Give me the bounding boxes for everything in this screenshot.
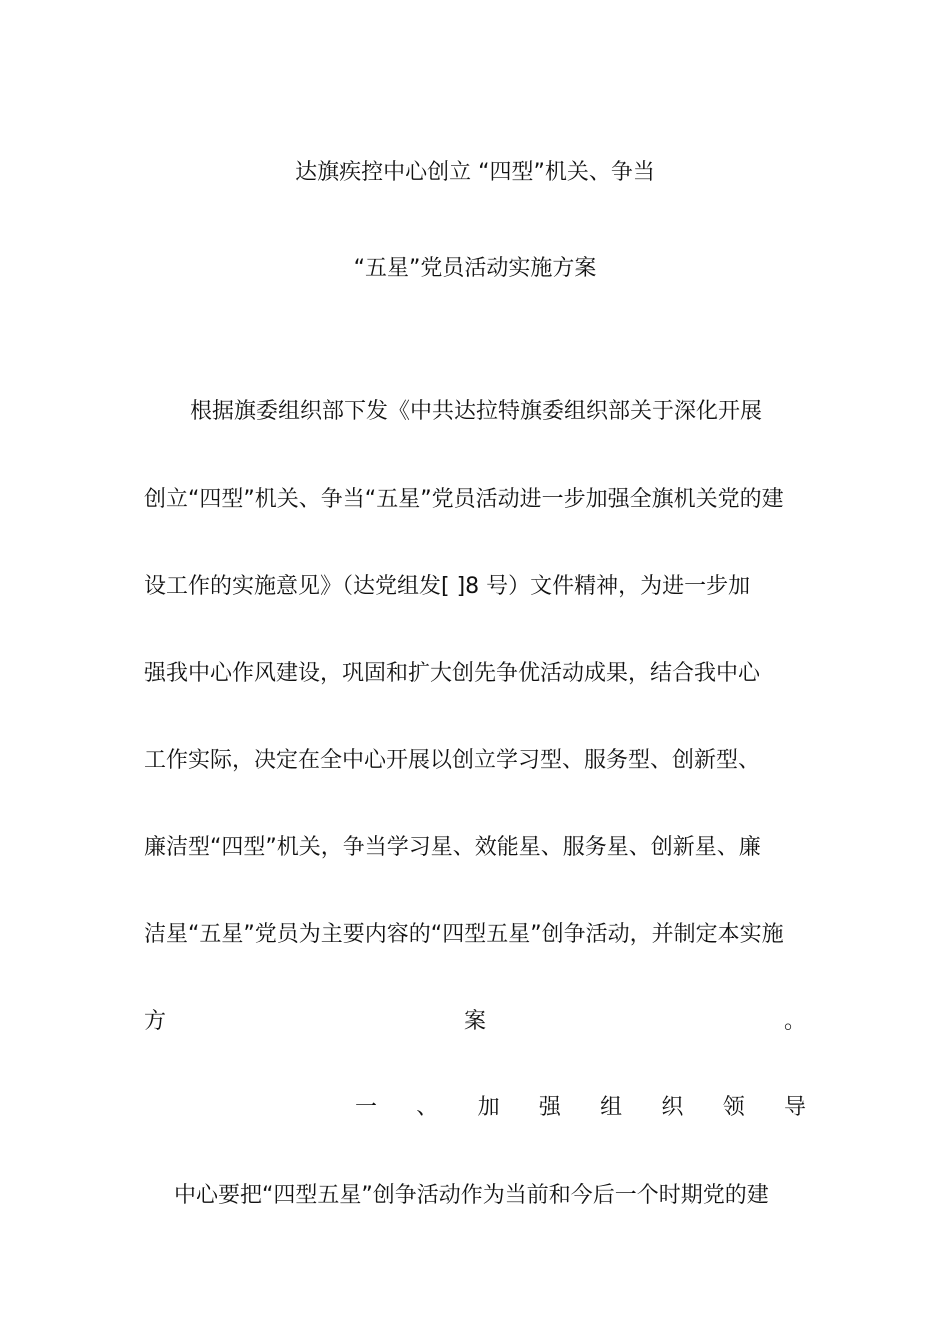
section-heading-char: 加 bbox=[477, 1095, 500, 1120]
paragraph-line: 根据旗委组织部下发《中共达拉特旗委组织部关于深化开展 bbox=[190, 399, 763, 424]
paragraph-line: 创立“四型”机关、争当“五星”党员活动进一步加强全旗机关党的建 bbox=[144, 487, 784, 512]
section-heading-1 bbox=[355, 1088, 806, 1128]
paragraph-line: 洁星“五星”党员为主要内容的“四型五星”创争活动，并制定本实施 bbox=[144, 922, 784, 947]
paragraph-line: 设工作的实施意见》（达党组发[ ]8 号）文件精神，为进一步加 bbox=[144, 574, 751, 599]
section-heading-char: 织 bbox=[661, 1095, 684, 1120]
section-heading-char: 领 bbox=[722, 1095, 745, 1120]
paragraph-line: 廉洁型“四型”机关，争当学习星、效能星、服务星、创新星、廉 bbox=[144, 835, 761, 860]
section-heading-char: 、 bbox=[416, 1095, 439, 1120]
section-heading-char: 强 bbox=[538, 1095, 561, 1120]
paragraph-line: 工作实际，决定在全中心开展以创立学习型、服务型、创新型、 bbox=[144, 748, 761, 773]
section-heading-char: 一 bbox=[355, 1095, 378, 1120]
paragraph-last-char: 案 bbox=[463, 1009, 486, 1034]
paragraph-line: 中心要把“四型五星”创争活动作为当前和今后一个时期党的建 bbox=[174, 1183, 769, 1208]
paragraph-line: 强我中心作风建设，巩固和扩大创先争优活动成果，结合我中心 bbox=[144, 661, 761, 686]
document-title-line-2: “五星”党员活动实施方案 bbox=[353, 256, 597, 281]
paragraph-last-line bbox=[144, 1002, 806, 1042]
paragraph-last-char: 方 bbox=[144, 1009, 167, 1034]
document-title-line-1: 达旗疾控中心创立 “四型”机关、争当 bbox=[295, 160, 655, 185]
section-heading-char: 导 bbox=[783, 1095, 806, 1120]
paragraph-last-char: 。 bbox=[783, 1009, 806, 1034]
section-heading-char: 组 bbox=[600, 1095, 623, 1120]
